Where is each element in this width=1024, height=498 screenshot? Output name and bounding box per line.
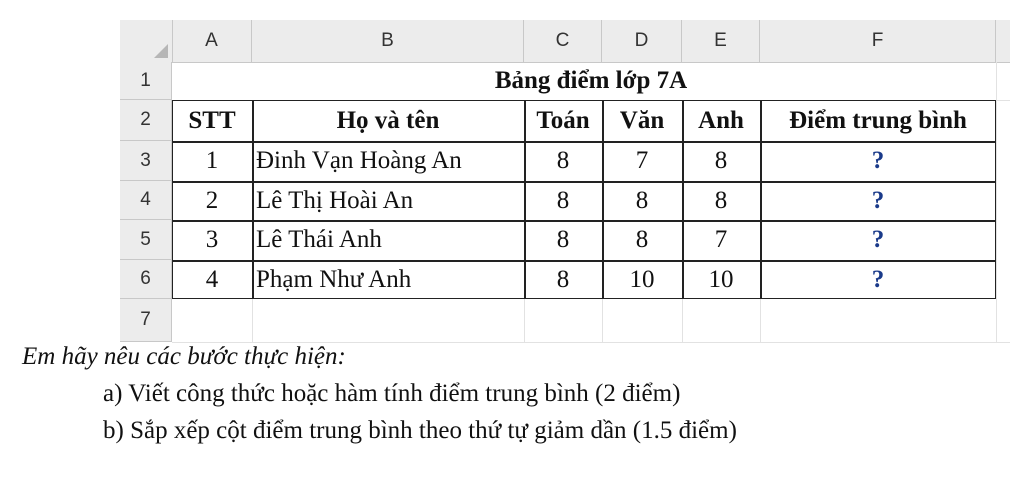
cell-van[interactable]: 7 — [635, 147, 649, 174]
cell-toan[interactable]: 8 — [556, 186, 570, 214]
grid-line — [524, 299, 525, 342]
header-cell-stt[interactable]: STT — [188, 106, 236, 134]
table-title[interactable]: Bảng điểm lớp 7A — [494, 67, 688, 94]
select-all-corner[interactable] — [120, 20, 173, 62]
row-header-4[interactable]: 4 — [120, 181, 172, 220]
header-cell-van[interactable]: Văn — [619, 106, 665, 134]
grid-line — [996, 62, 997, 342]
row-header-1[interactable]: 1 — [120, 62, 172, 100]
header-cell-dtb[interactable]: Điểm trung bình — [789, 106, 967, 134]
cell-van[interactable]: 8 — [635, 186, 649, 214]
row-header-5[interactable]: 5 — [120, 220, 172, 260]
cell-anh[interactable]: 7 — [714, 226, 728, 253]
row-header-6[interactable]: 6 — [120, 260, 172, 299]
select-all-icon — [154, 44, 168, 58]
cell-dtb[interactable]: ? — [871, 147, 885, 174]
column-header-e[interactable]: E — [682, 20, 760, 62]
cell-stt[interactable]: 1 — [205, 147, 219, 174]
grid-line — [760, 299, 761, 342]
column-header-d[interactable]: D — [602, 20, 682, 62]
task-item-b: b) Sắp xếp cột điểm trung bình theo thứ tự giảm dần (1.5 điểm) — [103, 417, 737, 444]
cell-toan[interactable]: 8 — [556, 147, 570, 174]
cell-anh[interactable]: 10 — [708, 265, 734, 293]
header-cell-toan[interactable]: Toán — [536, 106, 590, 134]
cell-van[interactable]: 10 — [629, 265, 655, 293]
cell-dtb[interactable]: ? — [871, 226, 885, 253]
header-cell-anh[interactable]: Anh — [698, 106, 744, 134]
cell-toan[interactable]: 8 — [556, 226, 570, 253]
column-header-f[interactable]: F — [760, 20, 996, 62]
header-cell-name[interactable]: Họ và tên — [336, 106, 440, 134]
row-header-2[interactable]: 2 — [120, 100, 172, 141]
grid-line — [682, 299, 683, 342]
row-header-3[interactable]: 3 — [120, 141, 172, 181]
column-header-a[interactable]: A — [172, 20, 252, 62]
cell-van[interactable]: 8 — [635, 226, 649, 253]
task-item-a: a) Viết công thức hoặc hàm tính điểm trung bình (2 điểm) — [103, 380, 681, 407]
spreadsheet — [120, 20, 1010, 342]
row-header-7[interactable]: 7 — [120, 299, 172, 342]
cell-name[interactable]: Phạm Như Anh — [256, 265, 412, 293]
column-header-b[interactable]: B — [252, 20, 524, 62]
task-intro: Em hãy nêu các bước thực hiện: — [22, 343, 346, 370]
cell-anh[interactable]: 8 — [714, 186, 728, 214]
cell-stt[interactable]: 4 — [205, 265, 219, 293]
cell-name[interactable]: Lê Thái Anh — [256, 226, 382, 253]
column-header-c[interactable]: C — [524, 20, 602, 62]
cell-stt[interactable]: 3 — [205, 226, 219, 253]
grid-line — [252, 299, 253, 342]
cell-name[interactable]: Đinh Vạn Hoàng An — [256, 147, 462, 174]
cell-toan[interactable]: 8 — [556, 265, 570, 293]
grid-line — [602, 299, 603, 342]
cell-dtb[interactable]: ? — [871, 265, 885, 293]
cell-dtb[interactable]: ? — [871, 186, 885, 214]
cell-anh[interactable]: 8 — [714, 147, 728, 174]
cell-name[interactable]: Lê Thị Hoài An — [256, 186, 414, 214]
cell-stt[interactable]: 2 — [205, 186, 219, 214]
